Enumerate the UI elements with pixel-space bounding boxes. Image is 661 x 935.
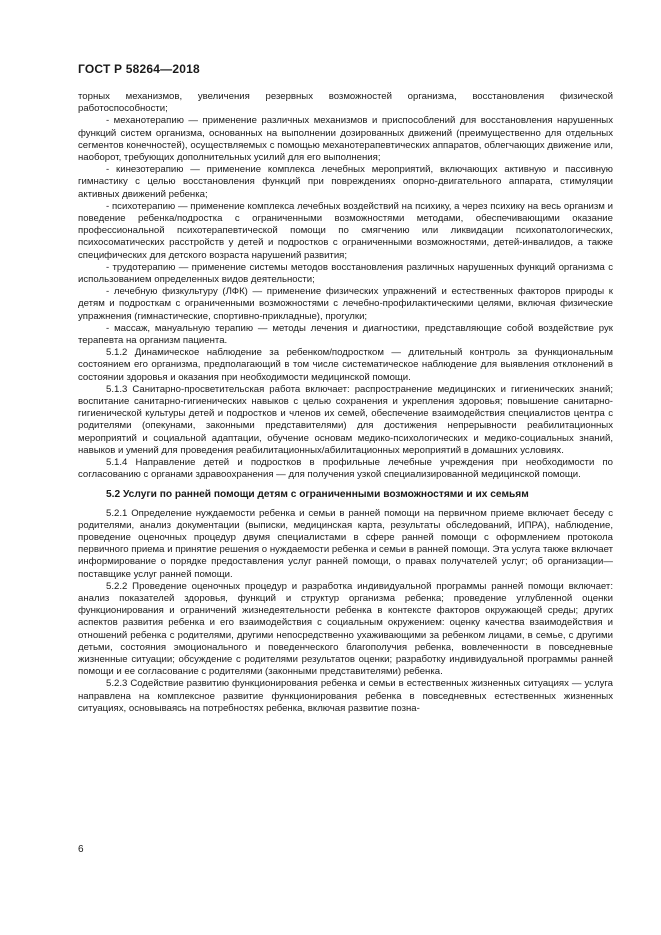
paragraph-continuation: торных механизмов, увеличения резервных возможностей организма, восстановления физической работоспособности; (78, 91, 613, 115)
section-heading-5-2: 5.2 Услуги по ранней помощи детям с ограниченными возможностями и их семьям (106, 488, 529, 500)
clause-5-2-3: 5.2.3 Содействие развитию функционирования ребенка и семьи в естественных жизненных ситуациях — услуга направлена на комплексное развитие функционирования ребенка в повседневных естественных жизненных ситуациях, основываясь на потребностях ребенка, включая развитие позна- (78, 678, 613, 714)
list-item-psychotherapy: - психотерапию — применение комплекса лечебных воздействий на психику, а через психику на весь организм и поведение ребенка/подростка с ограниченными возможностями методами, обеспечивающими оказание профессиональной психотерапевтической помощи по смягчению или ликвидации психопатологических, психосоматических расстройств у детей и подростков с ограниченными возможностями, детей-инвалидов, а также специфических для детского возраста нарушений развития; (78, 200, 613, 261)
list-item-massage: - массаж, мануальную терапию — методы лечения и диагностики, представляющие собой воздействие рук терапевта на организм пациента. (78, 322, 613, 347)
list-item-physical-therapy: - лечебную физкультуру (ЛФК) — применение физических упражнений и естественных факторов природы к детям и подросткам с ограниченными возможностями с лечебно-профилактическими целями, включая физические упражнения (гимнастические, спортивно-прикладные), прогулки; (78, 286, 613, 322)
clause-5-1-3: 5.1.3 Санитарно-просветительская работа включает: распространение медицинских и гигиенических знаний; воспитание санитарно-гигиенических навыков с целью сохранения и укрепления здоровья; повышение санитарно-гигиенической культуры детей и подростков и членов их семей, обеспечение взаимодействия специалистов центра с родителями (опекунами, законными представителями) для достижения непрерывности реабилитационных мероприятий и социальной адаптации, обучение основам медико-психологических и медико-социальных знаний, навыков и умений для проведения реабилитационных/абилитационных мероприятий в домашних условиях. (78, 383, 613, 456)
clause-5-2-2: 5.2.2 Проведение оценочных процедур и разработка индивидуальной программы ранней помощи включает: анализ показателей здоровья, функций и структур организма ребенка; проведение углубленной оценки функционирования и ограничений жизнедеятельности ребенка в контексте факторов окружающей среды; других аспектов развития ребенка и его взаимодействия с социальным окружением: оценку качества взаимодействия и отношений ребенка с родителями, другими непосредственно ухаживающими за ребенком лицами, в семье, с другими детьми, состояния эмоционального и поведенческого благополучия ребенка, вовлеченности в повседневные жизненные ситуации; обсуждение с родителями результатов оценки; разработку индивидуальной программы ранней помощи и ее согласование с родителями (законными представителями) ребенка. (78, 580, 613, 678)
clause-5-1-2: 5.1.2 Динамическое наблюдение за ребенком/подростком — длительный контроль за функциональным состоянием его организма, предполагающий в том числе систематическое наблюдение для выявления отклонений в состоянии здоровья и оказания при необходимости медицинской помощи. (78, 347, 613, 383)
clause-5-1-4: 5.1.4 Направление детей и подростков в профильные лечебные учреждения при необходимости по согласованию с органами здравоохранения — для получения узкой специализированной медицинской помощи. (78, 457, 613, 481)
list-item-kinesotherapy: - кинезотерапию — применение комплекса лечебных мероприятий, включающих активную и пассивную гимнастику с целью восстановления функций при повреждениях опорно-двигательного аппарата, стимуляции активных движений ребенка; (78, 164, 613, 200)
page-number: 6 (78, 844, 84, 855)
document-body (78, 91, 613, 715)
document-header: ГОСТ Р 58264—2018 (78, 62, 200, 76)
list-item-occupational-therapy: - трудотерапию — применение системы методов восстановления различных нарушенных функций организма с использованием определенных видов деятельности; (78, 261, 613, 286)
list-item-mechanotherapy: - механотерапию — применение различных механизмов и приспособлений для восстановления нарушенных функций систем организма, основанных на выполнении дозированных движений (преимущественно для отдельных сегментов конечностей), осуществляемых с помощью механотерапевтических аппаратов, облегчающих движение или, наоборот, требующих дополнительных усилий для его выполнения; (78, 115, 613, 164)
clause-5-2-1: 5.2.1 Определение нуждаемости ребенка и семьи в ранней помощи на первичном приеме включает беседу с родителями, анализ документации (выписки, медицинская карта, результаты обследований, ИПРА), наблюдение, проведение оценочных процедур двумя специалистами в сфере ранней помощи с оформлением протокола первичного приема и принятие решения о нуждаемости ребенка и семьи в ранней помощи. Эта услуга также включает информирование о порядке предоставления услуг ранней помощи, о правах получателей услуг; об организации—поставщике услуг ранней помощи. (78, 507, 613, 580)
